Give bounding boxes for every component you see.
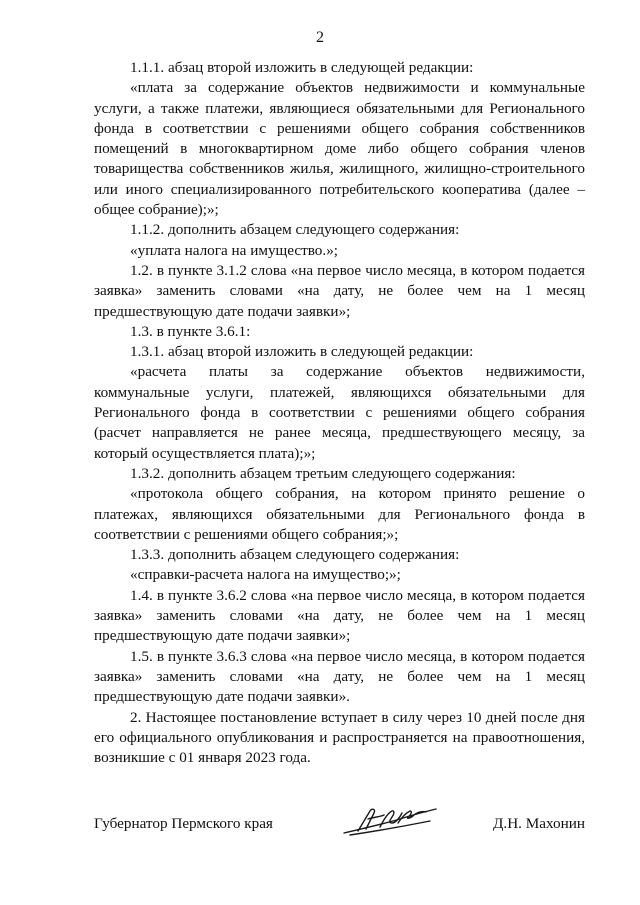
signatory-title: Губернатор Пермского края: [94, 815, 273, 832]
document-body: [94, 58, 585, 768]
paragraph-quote-protocol: «протокола общего собрания, на котором принято решение о платежах, являющихся обязательными для Регионального фонда в соответствии с решениями общего собрания;»;: [94, 485, 585, 543]
paragraph-1-1-1: 1.1.1. абзац второй изложить в следующей редакции:: [130, 59, 474, 76]
paragraph-1-3-3: 1.3.3. дополнить абзацем следующего содержания:: [130, 546, 460, 564]
paragraph-1-3-1: 1.3.1. абзац второй изложить в следующей редакции:: [130, 343, 474, 361]
signatory-name: Д.Н. Махонин: [493, 815, 585, 832]
paragraph-1-4: 1.4. в пункте 3.6.2 слова «на первое число месяца, в котором подается заявка» заменить словами «на дату, не более чем на 1 месяц предшествующую дате подачи заявки»;: [94, 586, 585, 645]
paragraph-2-effective-date: 2. Настоящее постановление вступает в силу через 10 дней после дня его официального опубликования и распространяется на правоотношения, возникшие с 01 января 2023 года.: [94, 708, 585, 767]
paragraph-1-5: 1.5. в пункте 3.6.3 слова «на первое число месяца, в котором подается заявка» заменить словами «на дату, не более чем на 1 месяц предшествующую дате подачи заявки».: [94, 647, 585, 706]
paragraph-quote-tax-reference: «справки-расчета налога на имущество;»;: [130, 566, 401, 584]
handwritten-signature: [340, 805, 440, 839]
signature-block: [94, 815, 585, 839]
paragraph-quote-tax: «уплата налога на имущество.»;: [130, 241, 339, 259]
paragraph-1-3-2: 1.3.2. дополнить абзацем третьим следующего содержания:: [130, 464, 516, 482]
paragraph-1-2: 1.2. в пункте 3.1.2 слова «на первое число месяца, в котором подается заявка» заменить словами «на дату, не более чем на 1 месяц предшествующую дате подачи заявки»;: [94, 261, 585, 320]
paragraph-quote-payment: «плата за содержание объектов недвижимости и коммунальные услуги, а также платежи, являющиеся обязательными для Регионального фонда в соответствии с решениями общего собрания собственников помещений в многоквартирном доме либо общего собрания членов товарищества собственников жилья, жилищного, жилищно-строительного или иного специализированного потребительского кооператива (далее – общее собрание);»;: [94, 79, 585, 219]
paragraph-1-1-2: 1.1.2. дополнить абзацем следующего содержания:: [130, 221, 460, 239]
page-number: 2: [316, 29, 324, 46]
paragraph-quote-calculation: «расчета платы за содержание объектов недвижимости, коммунальные услуги, платежей, являющихся обязательными для Регионального фонда в соответствии с решениями общего собрания (расчет направляется не ранее месяца, предшествующего месяцу, за который осуществляется плата);»;: [94, 363, 585, 462]
paragraph-1-3: 1.3. в пункте 3.6.1:: [130, 322, 251, 340]
